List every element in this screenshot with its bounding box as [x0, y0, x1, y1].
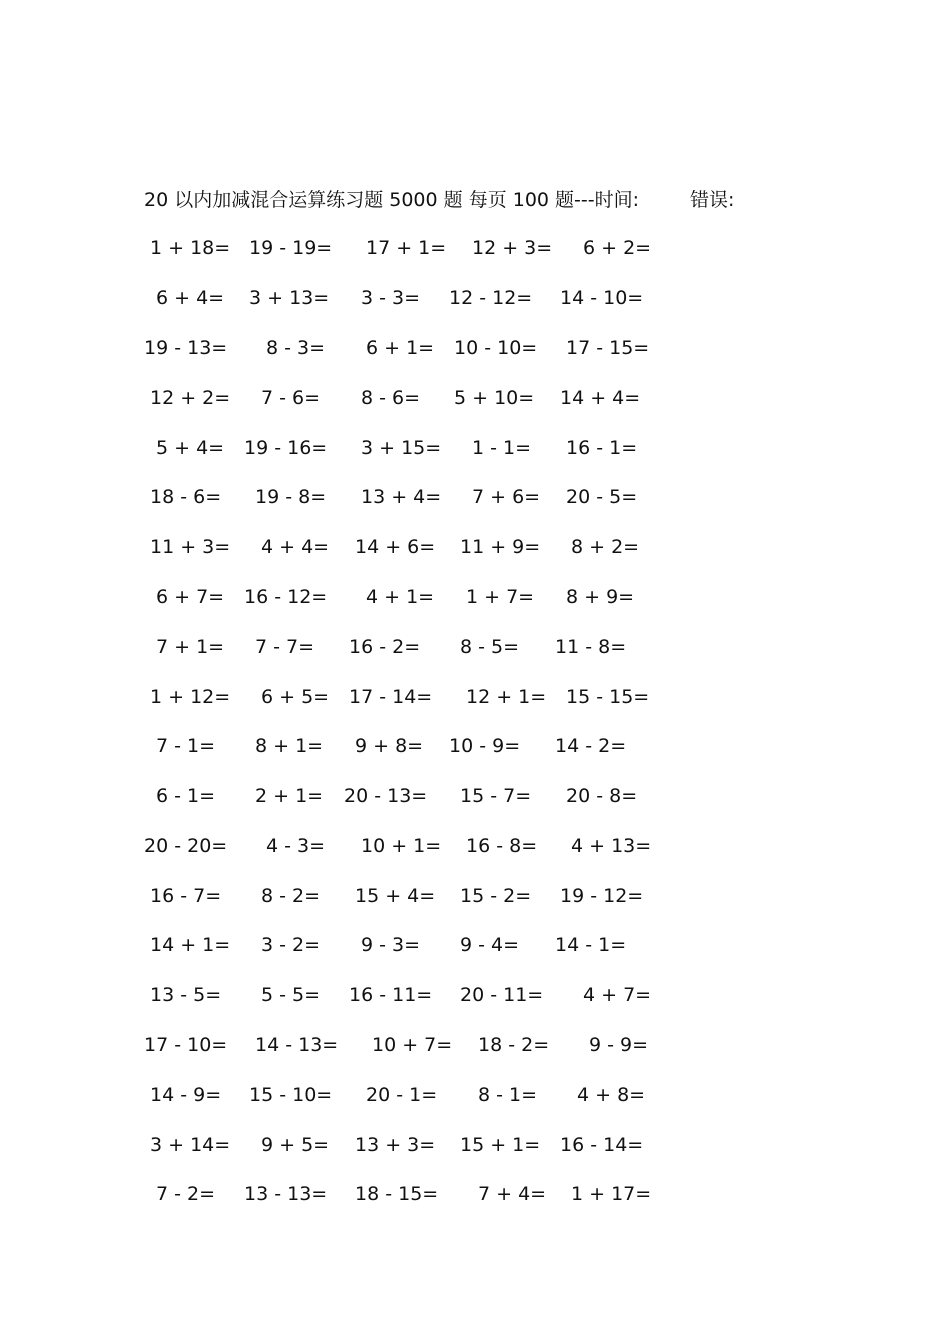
arithmetic-problem: 2 + 1= — [255, 785, 324, 807]
arithmetic-problem: 1 - 1= — [472, 437, 532, 459]
arithmetic-problem: 7 + 6= — [472, 486, 541, 508]
arithmetic-problem: 10 + 1= — [361, 835, 442, 857]
arithmetic-problem: 3 - 3= — [361, 287, 421, 309]
arithmetic-problem: 20 - 13= — [344, 785, 428, 807]
arithmetic-problem: 14 + 4= — [560, 387, 641, 409]
arithmetic-problem: 17 - 10= — [144, 1034, 228, 1056]
arithmetic-problem: 11 - 8= — [555, 636, 627, 658]
arithmetic-problem: 7 - 2= — [156, 1183, 216, 1205]
arithmetic-problem: 12 + 3= — [472, 237, 553, 259]
arithmetic-problem: 3 + 15= — [361, 437, 442, 459]
arithmetic-problem: 4 + 8= — [577, 1084, 646, 1106]
worksheet-title: 20 以内加减混合运算练习题 5000 题 每页 100 题---时间: — [144, 189, 640, 211]
arithmetic-problem: 8 + 1= — [255, 735, 324, 757]
arithmetic-problem: 7 - 1= — [156, 735, 216, 757]
arithmetic-problem: 7 - 6= — [261, 387, 321, 409]
arithmetic-problem: 6 + 1= — [366, 337, 435, 359]
arithmetic-problem: 1 + 7= — [466, 586, 535, 608]
arithmetic-problem: 15 - 2= — [460, 885, 532, 907]
errors-label: 错误: — [690, 189, 735, 211]
arithmetic-problem: 5 - 5= — [261, 984, 321, 1006]
arithmetic-problem: 19 - 8= — [255, 486, 327, 508]
arithmetic-problem: 4 + 4= — [261, 536, 330, 558]
arithmetic-problem: 15 - 7= — [460, 785, 532, 807]
arithmetic-problem: 8 - 5= — [460, 636, 520, 658]
arithmetic-problem: 17 - 14= — [349, 686, 433, 708]
arithmetic-problem: 20 - 1= — [366, 1084, 438, 1106]
arithmetic-problem: 16 - 11= — [349, 984, 433, 1006]
arithmetic-problem: 13 - 5= — [150, 984, 222, 1006]
arithmetic-problem: 6 - 1= — [156, 785, 216, 807]
arithmetic-problem: 9 - 9= — [589, 1034, 649, 1056]
arithmetic-problem: 20 - 11= — [460, 984, 544, 1006]
arithmetic-problem: 3 - 2= — [261, 934, 321, 956]
arithmetic-problem: 11 + 3= — [150, 536, 231, 558]
arithmetic-problem: 14 - 13= — [255, 1034, 339, 1056]
arithmetic-problem: 8 - 3= — [266, 337, 326, 359]
arithmetic-problem: 19 - 13= — [144, 337, 228, 359]
arithmetic-problem: 20 - 20= — [144, 835, 228, 857]
arithmetic-problem: 5 + 4= — [156, 437, 225, 459]
arithmetic-problem: 15 + 4= — [355, 885, 436, 907]
arithmetic-problem: 8 - 1= — [478, 1084, 538, 1106]
arithmetic-problem: 4 + 13= — [571, 835, 652, 857]
arithmetic-problem: 13 + 3= — [355, 1134, 436, 1156]
arithmetic-problem: 5 + 10= — [454, 387, 535, 409]
arithmetic-problem: 10 + 7= — [372, 1034, 453, 1056]
arithmetic-problem: 12 + 2= — [150, 387, 231, 409]
arithmetic-problem: 3 + 13= — [249, 287, 330, 309]
arithmetic-problem: 16 - 12= — [244, 586, 328, 608]
arithmetic-problem: 11 + 9= — [460, 536, 541, 558]
arithmetic-problem: 6 + 2= — [583, 237, 652, 259]
arithmetic-problem: 19 - 19= — [249, 237, 333, 259]
arithmetic-problem: 8 - 2= — [261, 885, 321, 907]
arithmetic-problem: 19 - 16= — [244, 437, 328, 459]
arithmetic-problem: 9 - 4= — [460, 934, 520, 956]
arithmetic-problem: 6 + 4= — [156, 287, 225, 309]
arithmetic-problem: 4 - 3= — [266, 835, 326, 857]
arithmetic-problem: 12 - 12= — [449, 287, 533, 309]
arithmetic-problem: 13 - 13= — [244, 1183, 328, 1205]
arithmetic-problem: 16 - 1= — [566, 437, 638, 459]
arithmetic-problem: 3 + 14= — [150, 1134, 231, 1156]
arithmetic-problem: 14 - 2= — [555, 735, 627, 757]
arithmetic-problem: 14 - 9= — [150, 1084, 222, 1106]
arithmetic-problem: 7 + 1= — [156, 636, 225, 658]
arithmetic-problem: 10 - 9= — [449, 735, 521, 757]
arithmetic-problem: 16 - 14= — [560, 1134, 644, 1156]
arithmetic-problem: 12 + 1= — [466, 686, 547, 708]
arithmetic-problem: 6 + 5= — [261, 686, 330, 708]
arithmetic-problem: 15 - 15= — [566, 686, 650, 708]
arithmetic-problem: 15 + 1= — [460, 1134, 541, 1156]
arithmetic-problem: 1 + 17= — [571, 1183, 652, 1205]
arithmetic-problem: 17 - 15= — [566, 337, 650, 359]
arithmetic-problem: 18 - 15= — [355, 1183, 439, 1205]
arithmetic-problem: 16 - 7= — [150, 885, 222, 907]
arithmetic-problem: 4 + 1= — [366, 586, 435, 608]
arithmetic-problem: 13 + 4= — [361, 486, 442, 508]
arithmetic-problem: 16 - 2= — [349, 636, 421, 658]
arithmetic-problem: 8 + 2= — [571, 536, 640, 558]
arithmetic-problem: 18 - 6= — [150, 486, 222, 508]
arithmetic-problem: 8 - 6= — [361, 387, 421, 409]
arithmetic-problem: 18 - 2= — [478, 1034, 550, 1056]
arithmetic-problem: 9 + 8= — [355, 735, 424, 757]
arithmetic-problem: 4 + 7= — [583, 984, 652, 1006]
arithmetic-problem: 6 + 7= — [156, 586, 225, 608]
arithmetic-problem: 17 + 1= — [366, 237, 447, 259]
arithmetic-problem: 9 - 3= — [361, 934, 421, 956]
arithmetic-problem: 7 + 4= — [478, 1183, 547, 1205]
arithmetic-problem: 7 - 7= — [255, 636, 315, 658]
arithmetic-problem: 14 - 10= — [560, 287, 644, 309]
arithmetic-problem: 14 - 1= — [555, 934, 627, 956]
arithmetic-problem: 15 - 10= — [249, 1084, 333, 1106]
arithmetic-problem: 9 + 5= — [261, 1134, 330, 1156]
arithmetic-problem: 1 + 12= — [150, 686, 231, 708]
arithmetic-problem: 14 + 6= — [355, 536, 436, 558]
arithmetic-problem: 19 - 12= — [560, 885, 644, 907]
arithmetic-problem: 14 + 1= — [150, 934, 231, 956]
arithmetic-problem: 20 - 5= — [566, 486, 638, 508]
arithmetic-problem: 10 - 10= — [454, 337, 538, 359]
arithmetic-problem: 20 - 8= — [566, 785, 638, 807]
arithmetic-problem: 1 + 18= — [150, 237, 231, 259]
arithmetic-problem: 16 - 8= — [466, 835, 538, 857]
arithmetic-problem: 8 + 9= — [566, 586, 635, 608]
